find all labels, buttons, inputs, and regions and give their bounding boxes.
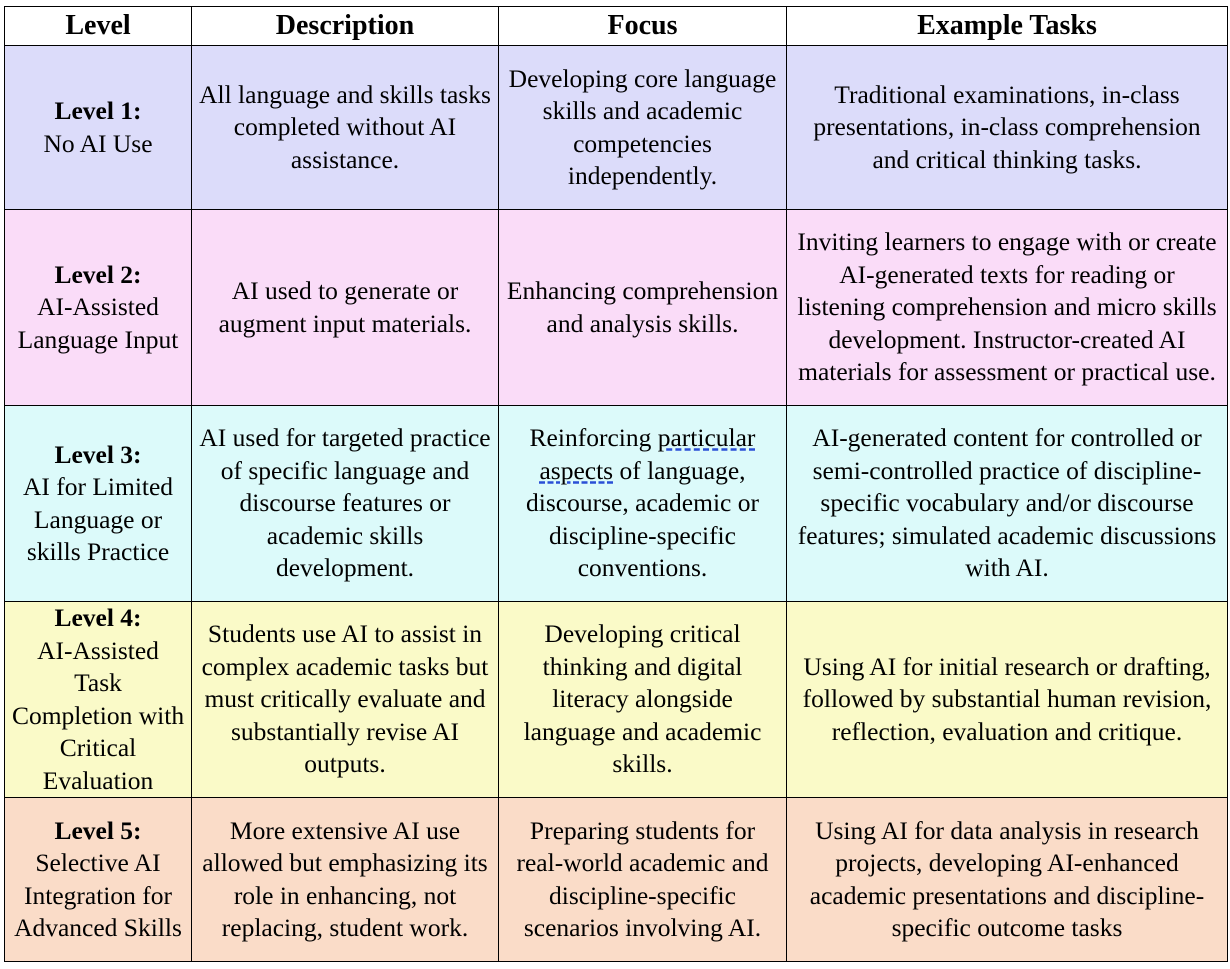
- examples-text: Traditional examinations, in-class presentations, in-class comprehension and critical thinking tasks.: [813, 79, 1201, 174]
- focus-text: Developing core language skills and academic competencies independently.: [508, 63, 777, 190]
- examples-text: Using AI for data analysis in research projects, developing AI-enhanced academic presentations and discipline-specific outcome tasks: [809, 815, 1205, 942]
- examples-cell: [787, 406, 1228, 602]
- description-text: Students use AI to assist in complex academic tasks but must critically evaluate and substantially revise AI outputs.: [201, 619, 489, 779]
- level-name: Level 2:: [54, 259, 142, 289]
- focus-cell: [499, 46, 787, 210]
- level-name: Level 3:: [54, 439, 142, 469]
- focus-text-end: of language, discourse, academic or discipline-specific conventions.: [526, 455, 759, 583]
- table-row-level-2: [5, 210, 1228, 406]
- level-cell: [5, 210, 192, 406]
- flagged-phrase: particular aspects: [539, 423, 756, 485]
- level-name: Level 4:: [54, 603, 142, 632]
- examples-text: AI-generated content for controlled or semi-controlled practice of discipline-specific vocabulary and/or discourse features; simulated academic discussions with AI.: [797, 423, 1217, 583]
- examples-text: Using AI for initial research or drafting, followed by substantial human revision, reflection, evaluation and critique.: [802, 651, 1212, 746]
- level-cell: [5, 798, 192, 962]
- focus-text: Enhancing comprehension and analysis skills.: [506, 276, 779, 338]
- level-title: AI-Assisted Task Completion with Critical Evaluation: [11, 635, 185, 795]
- header-level: Level: [5, 7, 192, 46]
- description-cell: [192, 210, 499, 406]
- level-cell: [5, 406, 192, 602]
- description-text: All language and skills tasks completed without AI assistance.: [199, 79, 491, 174]
- description-text: More extensive AI use allowed but emphasizing its role in enhancing, not replacing, student work.: [202, 815, 488, 942]
- level-title: No AI Use: [43, 128, 153, 158]
- examples-cell: [787, 46, 1228, 210]
- focus-cell: [499, 406, 787, 602]
- focus-cell: [499, 210, 787, 406]
- level-cell: [5, 602, 192, 798]
- table-row-level-4: [5, 602, 1228, 798]
- level-title: AI-Assisted Language Input: [17, 292, 179, 354]
- level-title: Selective AI Integration for Advanced Skills: [14, 848, 182, 942]
- description-text: AI used to generate or augment input materials.: [218, 276, 472, 338]
- focus-text: [505, 422, 780, 585]
- examples-text: Inviting learners to engage with or create AI-generated texts for reading or listening comprehension and micro skills development. Instructor-created AI materials for assessment or practical use.: [797, 227, 1217, 387]
- level-name: Level 1:: [54, 96, 142, 125]
- header-example-tasks: Example Tasks: [787, 7, 1228, 46]
- focus-text: Developing critical thinking and digital literacy alongside language and academic skills.: [523, 619, 762, 779]
- header-focus: Focus: [499, 7, 787, 46]
- table-row-level-5: [5, 798, 1228, 962]
- description-text: AI used for targeted practice of specific language and discourse features or academic skills development.: [199, 423, 491, 583]
- level-name: Level 5:: [54, 815, 142, 845]
- focus-text: Preparing students for real-world academic and discipline-specific scenarios involving AI.: [516, 815, 769, 942]
- ai-levels-table: [4, 6, 1228, 962]
- header-row: [5, 7, 1228, 46]
- description-cell: [192, 406, 499, 602]
- focus-cell: [499, 602, 787, 798]
- examples-cell: [787, 210, 1228, 406]
- table-row-level-3: [5, 406, 1228, 602]
- header-description: Description: [192, 7, 499, 46]
- level-cell: [5, 46, 192, 210]
- table-row-level-1: [5, 46, 1228, 210]
- description-cell: [192, 602, 499, 798]
- focus-text-start: Reinforcing: [529, 423, 658, 453]
- focus-cell: [499, 798, 787, 962]
- examples-cell: [787, 798, 1228, 962]
- description-cell: [192, 46, 499, 210]
- level-title: AI for Limited Language or skills Practice: [22, 472, 174, 566]
- description-cell: [192, 798, 499, 962]
- examples-cell: [787, 602, 1228, 798]
